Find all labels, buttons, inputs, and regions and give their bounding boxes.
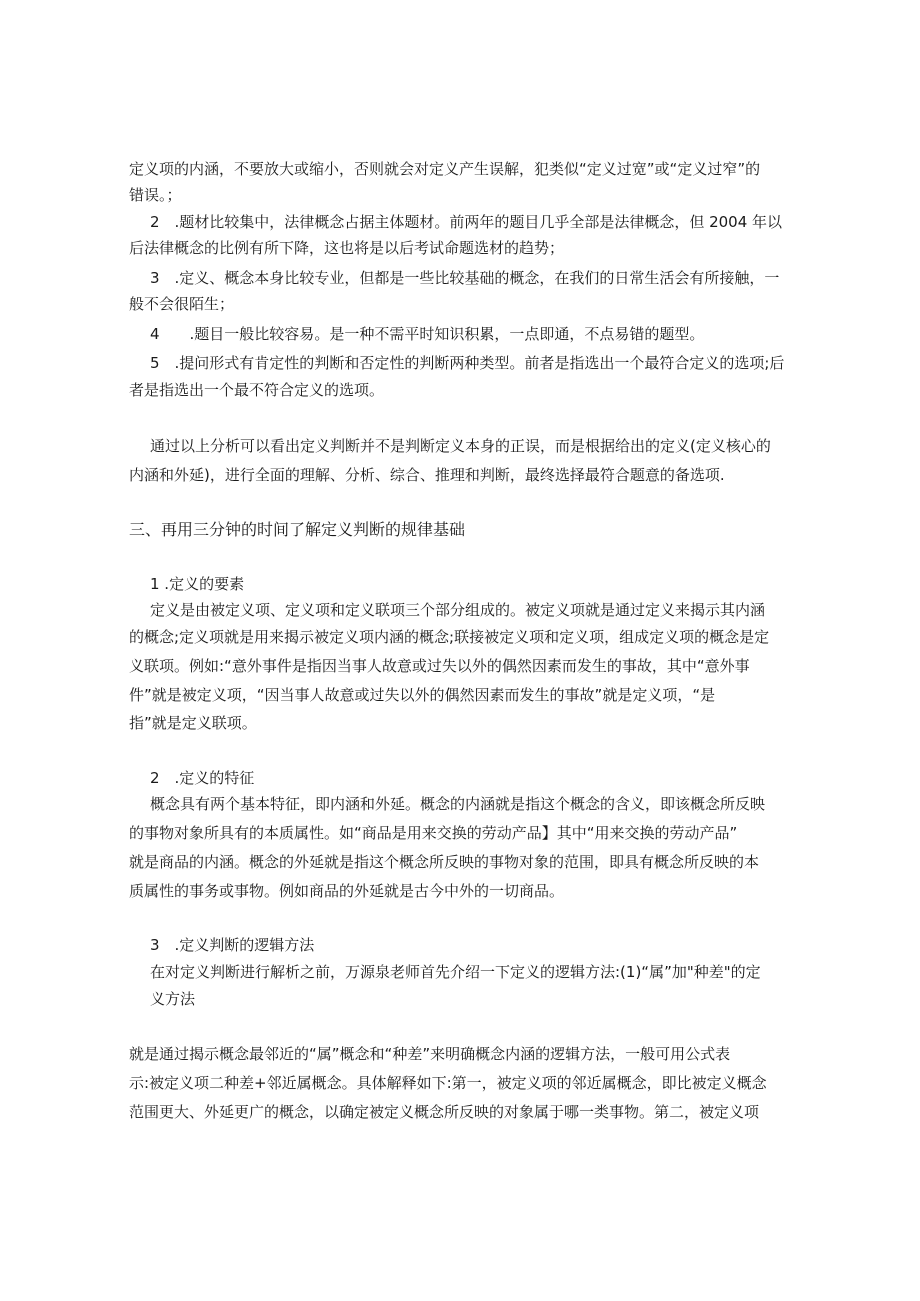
closing-line-2: 示:被定义项二种差+邻近属概念。具体解释如下:第一，被定义项的邻近属概念，即比被定义概念 (129, 1074, 767, 1092)
sub2-body-line-1: 概念具有两个基本特征，即内涵和外延。概念的内涵就是指这个概念的含义，即该概念所反映 (150, 795, 766, 813)
section3-title: 三、再用三分钟的时间了解定义判断的规律基础 (129, 520, 466, 539)
sub3-title: 3 .定义判断的逻辑方法 (150, 936, 315, 954)
para1-line-2: 错误。； (129, 186, 182, 204)
item2-line-1: 2 .题材比较集中，法律概念占据主体题材。前两年的题目几乎全部是法律概念，但 2004 年以 (150, 213, 783, 231)
sub2-title: 2 .定义的特征 (150, 769, 255, 787)
sub2-body-line-2: 的事物对象所具有的本质属性。如“商品是用来交换的劳动产品】其中“用来交换的劳动产品” (129, 824, 738, 842)
sub1-body-line-5: 指”就是定义联项。 (129, 714, 257, 732)
summary-line-1: 通过以上分析可以看出定义判断并不是判断定义本身的正误，而是根据给出的定义(定义核心的 (150, 437, 771, 455)
para1-line-1: 定义项的内涵，不要放大或缩小，否则就会对定义产生误解，犯类似“定义过宽”或“定义过窄”的 (129, 160, 761, 178)
item5-line-2: 者是指选出一个最不符合定义的选项。 (129, 381, 385, 399)
item5-line-1: 5 .提问形式有肯定性的判断和否定性的判断两种类型。前者是指选出一个最符合定义的选项;后 (150, 354, 785, 372)
closing-line-1: 就是通过揭示概念最邻近的“属”概念和“种差”来明确概念内涵的逻辑方法，一般可用公式表 (129, 1045, 731, 1063)
item3-line-1: 3 .定义、概念本身比较专业，但都是一些比较基础的概念，在我们的日常生活会有所接触，一 (150, 269, 780, 287)
sub1-body-line-3: 义联项。例如:“意外事件是指因当事人故意或过失以外的偶然因素而发生的事故，其中“意外事 (129, 657, 750, 675)
sub1-body-line-1: 定义是由被定义项、定义项和定义联项三个部分组成的。被定义项就是通过定义来揭示其内涵 (150, 601, 766, 619)
sub2-body-line-4: 质属性的事务或事物。例如商品的外延就是古今中外的一切商品。 (129, 882, 565, 900)
item3-line-2: 般不会很陌生； (129, 295, 235, 313)
sub1-body-line-2: 的概念;定义项就是用来揭示被定义项内涵的概念;联接被定义项和定义项，组成定义项的概念是定 (129, 628, 770, 646)
sub1-title: 1 .定义的要素 (150, 575, 245, 593)
sub3-body-line-2: 义方法 (150, 990, 196, 1008)
closing-line-3: 范围更大、外延更广的概念，以确定被定义概念所反映的对象属于哪一类事物。第二，被定义项 (129, 1103, 760, 1121)
sub1-body-line-4: 件”就是被定义项，“因当事人故意或过失以外的偶然因素而发生的事故”就是定义项，“是 (129, 686, 716, 704)
sub3-body-line-1: 在对定义判断进行解析之前，万源泉老师首先介绍一下定义的逻辑方法:(1)“属”加"种差"的定 (150, 963, 761, 981)
item2-line-2: 后法律概念的比例有所下降，这也将是以后考试命题选材的趋势； (129, 239, 565, 257)
sub2-body-line-3: 就是商品的内涵。概念的外延就是指这个概念所反映的事物对象的范围，即具有概念所反映的本 (129, 853, 760, 871)
item4-line-1: 4 .题目一般比较容易。是一种不需平时知识积累，一点即通，不点易错的题型。 (150, 325, 705, 343)
summary-line-2: 内涵和外延)，进行全面的理解、分析、综合、推理和判断，最终选择最符合题意的备选项. (129, 466, 725, 484)
